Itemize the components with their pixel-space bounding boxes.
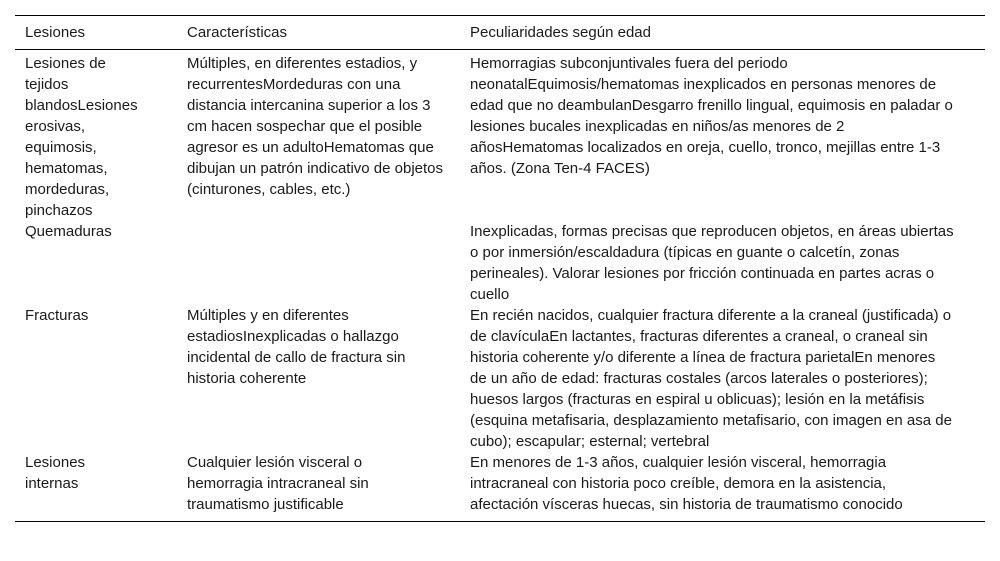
header-caracteristicas: Características bbox=[177, 16, 460, 50]
header-lesiones: Lesiones bbox=[15, 16, 177, 50]
cell-caracteristicas: Múltiples y en diferentes estadiosInexplicadas o hallazgo incidental de callo de fractura sin historia coherente bbox=[187, 307, 406, 387]
cell-peculiaridades: En menores de 1-3 años, cualquier lesión visceral, hemorragia intracraneal con historia poco creíble, demora en la asistencia, afectación vísceras huecas, sin historia de traumatismo conocido bbox=[460, 452, 985, 522]
table-row bbox=[15, 452, 985, 522]
header-peculiaridades: Peculiaridades según edad bbox=[460, 16, 985, 50]
cell-caracteristicas: Múltiples, en diferentes estadios, y recurrentesMordeduras con una distancia intercanina superior a los 3 cm hacen sospechar que el posible agresor es un adultoHematomas que dibujan un patrón indicativo de objetos (cinturones, cables, etc.) bbox=[187, 55, 446, 198]
table-header bbox=[15, 16, 985, 50]
cell-peculiaridades: En recién nacidos, cualquier fractura diferente a la craneal (justificada) o de clavículaEn lactantes, fracturas diferentes a craneal, o craneal sin historia coherente y/o diferente a línea de fractura parietalEn menores de un año de edad: fracturas costales (arcos laterales o posteriores); huesos largos (fracturas en espiral u oblicuas); lesión en la metáfisis (esquina metafisaria, desplazamiento metafisario, con imagen en asa de cubo); escapular; esternal; vertebral bbox=[470, 307, 952, 450]
lesions-table-container bbox=[15, 15, 985, 522]
cell-lesion: Lesiones de tejidos blandosLesiones erosivas, equimosis, hematomas, mordeduras, pinchazos bbox=[25, 55, 138, 219]
table-row bbox=[15, 50, 985, 222]
table-row bbox=[15, 221, 985, 305]
table-body bbox=[15, 50, 985, 522]
cell-caracteristicas: Cualquier lesión visceral o hemorragia intracraneal sin traumatismo justificable bbox=[177, 452, 460, 522]
table-row bbox=[15, 305, 985, 452]
cell-peculiaridades: Inexplicadas, formas precisas que reproducen objetos, en áreas ubiertas o por inmersión/escaldadura (típicas en guante o calcetín, zonas perineales). Valorar lesiones por fricción continuada en partes acras o cuello bbox=[470, 223, 954, 303]
cell-caracteristicas bbox=[177, 221, 460, 305]
lesions-table bbox=[15, 15, 985, 522]
header-row bbox=[15, 16, 985, 50]
cell-lesion: Quemaduras bbox=[25, 223, 112, 240]
cell-lesion: Lesiones internas bbox=[15, 452, 177, 522]
cell-peculiaridades: Hemorragias subconjuntivales fuera del periodo neonatalEquimosis/hematomas inexplicados en personas menores de edad que no deambulanDesgarro frenillo lingual, equimosis en paladar o lesiones bucales inexplicadas en niños/as menores de 2 añosHematomas localizados en oreja, cuello, tronco, mejillas entre 1-3 años. (Zona Ten-4 FACES) bbox=[470, 55, 953, 177]
cell-lesion: Fracturas bbox=[25, 307, 89, 324]
